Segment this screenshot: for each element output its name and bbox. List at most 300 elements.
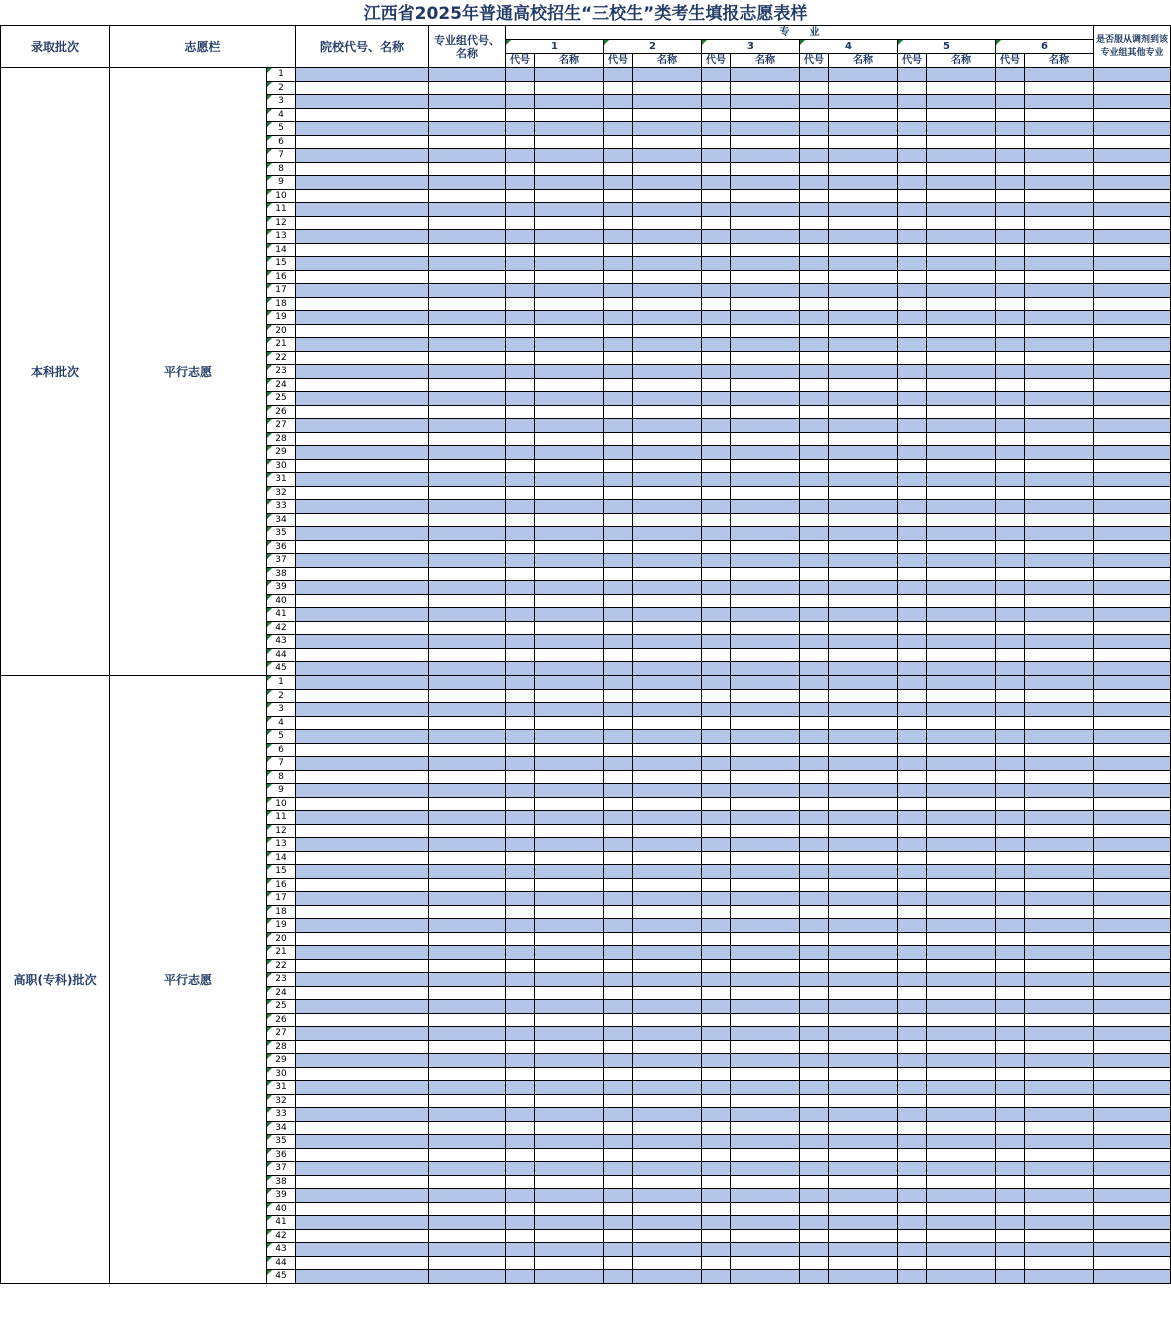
major-2-name-cell[interactable] — [633, 176, 702, 190]
major-2-code-cell[interactable] — [604, 879, 633, 892]
major-1-code-cell[interactable] — [506, 419, 535, 433]
major-3-name-cell[interactable] — [731, 95, 800, 109]
adjust-cell[interactable] — [1094, 271, 1171, 284]
major-4-name-cell[interactable] — [829, 365, 898, 379]
adjust-cell[interactable] — [1094, 1122, 1171, 1135]
major-3-name-cell[interactable] — [731, 1135, 800, 1149]
major-5-name-cell[interactable] — [927, 825, 996, 838]
major-5-name-cell[interactable] — [927, 622, 996, 635]
major-5-name-cell[interactable] — [927, 649, 996, 662]
major-1-code-cell[interactable] — [506, 798, 535, 811]
major-2-name-cell[interactable] — [633, 82, 702, 95]
major-5-code-cell[interactable] — [898, 703, 927, 717]
major-5-name-cell[interactable] — [927, 527, 996, 541]
major-6-name-cell[interactable] — [1025, 906, 1094, 919]
major-2-name-cell[interactable] — [633, 95, 702, 109]
school-cell[interactable] — [296, 406, 429, 419]
major-1-code-cell[interactable] — [506, 203, 535, 217]
major-6-code-cell[interactable] — [996, 865, 1025, 879]
major-1-name-cell[interactable] — [535, 676, 604, 690]
major-3-name-cell[interactable] — [731, 460, 800, 473]
major-1-code-cell[interactable] — [506, 1216, 535, 1230]
major-1-name-cell[interactable] — [535, 635, 604, 649]
major-5-code-cell[interactable] — [898, 852, 927, 865]
school-cell[interactable] — [296, 1027, 429, 1041]
major-5-code-cell[interactable] — [898, 811, 927, 825]
school-cell[interactable] — [296, 811, 429, 825]
major-2-name-cell[interactable] — [633, 987, 702, 1000]
group-cell[interactable] — [429, 649, 506, 662]
adjust-cell[interactable] — [1094, 690, 1171, 703]
major-6-name-cell[interactable] — [1025, 176, 1094, 190]
group-cell[interactable] — [429, 757, 506, 771]
major-3-name-cell[interactable] — [731, 1203, 800, 1216]
major-2-code-cell[interactable] — [604, 82, 633, 95]
group-cell[interactable] — [429, 838, 506, 852]
major-1-name-cell[interactable] — [535, 122, 604, 136]
major-3-code-cell[interactable] — [702, 82, 731, 95]
major-6-name-cell[interactable] — [1025, 487, 1094, 500]
major-2-name-cell[interactable] — [633, 487, 702, 500]
major-3-name-cell[interactable] — [731, 1162, 800, 1176]
major-6-name-cell[interactable] — [1025, 541, 1094, 554]
major-3-code-cell[interactable] — [702, 1081, 731, 1095]
major-2-code-cell[interactable] — [604, 798, 633, 811]
major-3-code-cell[interactable] — [702, 784, 731, 798]
school-cell[interactable] — [296, 1081, 429, 1095]
group-cell[interactable] — [429, 676, 506, 690]
major-6-name-cell[interactable] — [1025, 338, 1094, 352]
major-6-code-cell[interactable] — [996, 514, 1025, 527]
major-4-name-cell[interactable] — [829, 1108, 898, 1122]
major-3-code-cell[interactable] — [702, 109, 731, 122]
major-1-code-cell[interactable] — [506, 136, 535, 149]
major-3-name-cell[interactable] — [731, 1257, 800, 1270]
school-cell[interactable] — [296, 433, 429, 446]
school-cell[interactable] — [296, 865, 429, 879]
major-5-code-cell[interactable] — [898, 730, 927, 744]
major-6-code-cell[interactable] — [996, 109, 1025, 122]
major-4-name-cell[interactable] — [829, 865, 898, 879]
major-1-code-cell[interactable] — [506, 987, 535, 1000]
group-cell[interactable] — [429, 595, 506, 608]
major-5-code-cell[interactable] — [898, 122, 927, 136]
major-2-code-cell[interactable] — [604, 176, 633, 190]
group-cell[interactable] — [429, 95, 506, 109]
major-2-name-cell[interactable] — [633, 1135, 702, 1149]
major-4-code-cell[interactable] — [800, 690, 829, 703]
major-1-code-cell[interactable] — [506, 1054, 535, 1068]
major-1-name-cell[interactable] — [535, 595, 604, 608]
major-3-name-cell[interactable] — [731, 1014, 800, 1027]
major-2-name-cell[interactable] — [633, 595, 702, 608]
school-cell[interactable] — [296, 190, 429, 203]
major-4-name-cell[interactable] — [829, 338, 898, 352]
major-1-code-cell[interactable] — [506, 460, 535, 473]
major-5-name-cell[interactable] — [927, 892, 996, 906]
major-1-name-cell[interactable] — [535, 933, 604, 946]
major-3-code-cell[interactable] — [702, 284, 731, 298]
major-4-name-cell[interactable] — [829, 838, 898, 852]
major-6-code-cell[interactable] — [996, 676, 1025, 690]
school-cell[interactable] — [296, 635, 429, 649]
major-5-code-cell[interactable] — [898, 879, 927, 892]
major-2-code-cell[interactable] — [604, 568, 633, 581]
major-5-code-cell[interactable] — [898, 960, 927, 973]
major-2-code-cell[interactable] — [604, 608, 633, 622]
major-6-name-cell[interactable] — [1025, 1162, 1094, 1176]
adjust-cell[interactable] — [1094, 514, 1171, 527]
major-1-code-cell[interactable] — [506, 95, 535, 109]
school-cell[interactable] — [296, 271, 429, 284]
major-3-code-cell[interactable] — [702, 865, 731, 879]
major-1-code-cell[interactable] — [506, 1149, 535, 1162]
major-4-name-cell[interactable] — [829, 608, 898, 622]
group-cell[interactable] — [429, 149, 506, 163]
major-3-name-cell[interactable] — [731, 1095, 800, 1108]
major-3-name-cell[interactable] — [731, 149, 800, 163]
major-5-name-cell[interactable] — [927, 379, 996, 392]
major-4-name-cell[interactable] — [829, 1054, 898, 1068]
school-cell[interactable] — [296, 1068, 429, 1081]
major-1-name-cell[interactable] — [535, 487, 604, 500]
major-4-code-cell[interactable] — [800, 1162, 829, 1176]
major-4-name-cell[interactable] — [829, 392, 898, 406]
major-2-name-cell[interactable] — [633, 973, 702, 987]
major-3-code-cell[interactable] — [702, 1230, 731, 1243]
major-6-code-cell[interactable] — [996, 906, 1025, 919]
major-3-code-cell[interactable] — [702, 825, 731, 838]
major-1-code-cell[interactable] — [506, 1081, 535, 1095]
major-1-name-cell[interactable] — [535, 581, 604, 595]
major-5-code-cell[interactable] — [898, 109, 927, 122]
major-5-code-cell[interactable] — [898, 527, 927, 541]
school-cell[interactable] — [296, 1135, 429, 1149]
major-2-name-cell[interactable] — [633, 1095, 702, 1108]
major-6-code-cell[interactable] — [996, 217, 1025, 230]
major-5-code-cell[interactable] — [898, 1108, 927, 1122]
major-3-name-cell[interactable] — [731, 473, 800, 487]
group-cell[interactable] — [429, 798, 506, 811]
major-5-name-cell[interactable] — [927, 744, 996, 757]
major-1-name-cell[interactable] — [535, 514, 604, 527]
major-3-code-cell[interactable] — [702, 473, 731, 487]
major-2-code-cell[interactable] — [604, 852, 633, 865]
major-3-name-cell[interactable] — [731, 338, 800, 352]
major-3-name-cell[interactable] — [731, 838, 800, 852]
major-3-name-cell[interactable] — [731, 311, 800, 325]
major-6-name-cell[interactable] — [1025, 1000, 1094, 1014]
major-6-name-cell[interactable] — [1025, 865, 1094, 879]
major-1-name-cell[interactable] — [535, 446, 604, 460]
major-4-name-cell[interactable] — [829, 730, 898, 744]
major-1-code-cell[interactable] — [506, 608, 535, 622]
major-5-code-cell[interactable] — [898, 338, 927, 352]
major-5-code-cell[interactable] — [898, 190, 927, 203]
major-3-code-cell[interactable] — [702, 919, 731, 933]
major-1-name-cell[interactable] — [535, 284, 604, 298]
school-cell[interactable] — [296, 1149, 429, 1162]
major-3-name-cell[interactable] — [731, 676, 800, 690]
major-4-code-cell[interactable] — [800, 703, 829, 717]
major-3-name-cell[interactable] — [731, 811, 800, 825]
group-cell[interactable] — [429, 1041, 506, 1054]
major-6-code-cell[interactable] — [996, 581, 1025, 595]
major-4-code-cell[interactable] — [800, 865, 829, 879]
major-5-code-cell[interactable] — [898, 541, 927, 554]
major-4-name-cell[interactable] — [829, 662, 898, 676]
major-3-code-cell[interactable] — [702, 1108, 731, 1122]
group-cell[interactable] — [429, 176, 506, 190]
adjust-cell[interactable] — [1094, 446, 1171, 460]
major-6-code-cell[interactable] — [996, 271, 1025, 284]
major-5-code-cell[interactable] — [898, 311, 927, 325]
major-3-code-cell[interactable] — [702, 379, 731, 392]
group-cell[interactable] — [429, 608, 506, 622]
major-1-name-cell[interactable] — [535, 1054, 604, 1068]
major-2-name-cell[interactable] — [633, 1203, 702, 1216]
major-5-name-cell[interactable] — [927, 487, 996, 500]
adjust-cell[interactable] — [1094, 852, 1171, 865]
major-2-name-cell[interactable] — [633, 879, 702, 892]
major-1-name-cell[interactable] — [535, 230, 604, 244]
major-5-code-cell[interactable] — [898, 136, 927, 149]
major-5-code-cell[interactable] — [898, 473, 927, 487]
major-1-name-cell[interactable] — [535, 946, 604, 960]
school-cell[interactable] — [296, 95, 429, 109]
group-cell[interactable] — [429, 1108, 506, 1122]
major-4-name-cell[interactable] — [829, 568, 898, 581]
adjust-cell[interactable] — [1094, 906, 1171, 919]
major-6-code-cell[interactable] — [996, 1230, 1025, 1243]
major-2-name-cell[interactable] — [633, 1108, 702, 1122]
major-5-code-cell[interactable] — [898, 825, 927, 838]
major-2-name-cell[interactable] — [633, 271, 702, 284]
major-3-name-cell[interactable] — [731, 257, 800, 271]
major-3-name-cell[interactable] — [731, 771, 800, 784]
major-3-code-cell[interactable] — [702, 541, 731, 554]
major-6-code-cell[interactable] — [996, 852, 1025, 865]
major-6-name-cell[interactable] — [1025, 284, 1094, 298]
major-2-name-cell[interactable] — [633, 676, 702, 690]
major-1-code-cell[interactable] — [506, 784, 535, 798]
major-2-code-cell[interactable] — [604, 338, 633, 352]
major-1-name-cell[interactable] — [535, 798, 604, 811]
major-1-name-cell[interactable] — [535, 203, 604, 217]
major-5-name-cell[interactable] — [927, 95, 996, 109]
adjust-cell[interactable] — [1094, 338, 1171, 352]
major-1-name-cell[interactable] — [535, 392, 604, 406]
school-cell[interactable] — [296, 1122, 429, 1135]
school-cell[interactable] — [296, 1095, 429, 1108]
major-3-code-cell[interactable] — [702, 122, 731, 136]
major-2-name-cell[interactable] — [633, 892, 702, 906]
major-1-name-cell[interactable] — [535, 852, 604, 865]
major-1-code-cell[interactable] — [506, 676, 535, 690]
major-6-name-cell[interactable] — [1025, 581, 1094, 595]
major-2-name-cell[interactable] — [633, 473, 702, 487]
school-cell[interactable] — [296, 798, 429, 811]
major-3-name-cell[interactable] — [731, 757, 800, 771]
major-4-code-cell[interactable] — [800, 244, 829, 257]
major-5-code-cell[interactable] — [898, 284, 927, 298]
major-3-name-cell[interactable] — [731, 176, 800, 190]
major-4-name-cell[interactable] — [829, 311, 898, 325]
major-2-code-cell[interactable] — [604, 1068, 633, 1081]
major-4-code-cell[interactable] — [800, 730, 829, 744]
major-1-name-cell[interactable] — [535, 365, 604, 379]
major-2-code-cell[interactable] — [604, 703, 633, 717]
major-2-name-cell[interactable] — [633, 284, 702, 298]
major-3-code-cell[interactable] — [702, 217, 731, 230]
major-2-code-cell[interactable] — [604, 1014, 633, 1027]
group-cell[interactable] — [429, 190, 506, 203]
major-1-name-cell[interactable] — [535, 95, 604, 109]
major-5-code-cell[interactable] — [898, 798, 927, 811]
major-4-code-cell[interactable] — [800, 1243, 829, 1257]
major-5-name-cell[interactable] — [927, 82, 996, 95]
major-4-code-cell[interactable] — [800, 406, 829, 419]
adjust-cell[interactable] — [1094, 960, 1171, 973]
major-5-name-cell[interactable] — [927, 1014, 996, 1027]
major-4-name-cell[interactable] — [829, 1027, 898, 1041]
major-3-code-cell[interactable] — [702, 635, 731, 649]
major-5-name-cell[interactable] — [927, 730, 996, 744]
group-cell[interactable] — [429, 1054, 506, 1068]
major-5-code-cell[interactable] — [898, 635, 927, 649]
major-3-code-cell[interactable] — [702, 487, 731, 500]
major-5-name-cell[interactable] — [927, 662, 996, 676]
adjust-cell[interactable] — [1094, 946, 1171, 960]
major-1-code-cell[interactable] — [506, 1270, 535, 1284]
major-6-name-cell[interactable] — [1025, 365, 1094, 379]
major-3-code-cell[interactable] — [702, 1162, 731, 1176]
major-1-name-cell[interactable] — [535, 500, 604, 514]
major-2-code-cell[interactable] — [604, 203, 633, 217]
major-3-name-cell[interactable] — [731, 284, 800, 298]
major-3-name-cell[interactable] — [731, 892, 800, 906]
school-cell[interactable] — [296, 852, 429, 865]
major-6-code-cell[interactable] — [996, 379, 1025, 392]
major-4-code-cell[interactable] — [800, 852, 829, 865]
major-1-code-cell[interactable] — [506, 446, 535, 460]
major-6-name-cell[interactable] — [1025, 1095, 1094, 1108]
major-5-name-cell[interactable] — [927, 784, 996, 798]
school-cell[interactable] — [296, 527, 429, 541]
major-5-name-cell[interactable] — [927, 811, 996, 825]
school-cell[interactable] — [296, 717, 429, 730]
major-5-name-cell[interactable] — [927, 446, 996, 460]
major-3-name-cell[interactable] — [731, 230, 800, 244]
major-1-code-cell[interactable] — [506, 379, 535, 392]
major-1-name-cell[interactable] — [535, 176, 604, 190]
adjust-cell[interactable] — [1094, 1027, 1171, 1041]
major-5-code-cell[interactable] — [898, 1068, 927, 1081]
major-1-code-cell[interactable] — [506, 1203, 535, 1216]
major-3-name-cell[interactable] — [731, 784, 800, 798]
major-6-code-cell[interactable] — [996, 149, 1025, 163]
major-5-code-cell[interactable] — [898, 1243, 927, 1257]
major-4-name-cell[interactable] — [829, 149, 898, 163]
major-2-code-cell[interactable] — [604, 136, 633, 149]
adjust-cell[interactable] — [1094, 825, 1171, 838]
major-4-name-cell[interactable] — [829, 771, 898, 784]
major-5-code-cell[interactable] — [898, 203, 927, 217]
major-1-code-cell[interactable] — [506, 1014, 535, 1027]
major-6-name-cell[interactable] — [1025, 311, 1094, 325]
major-2-name-cell[interactable] — [633, 325, 702, 338]
major-3-code-cell[interactable] — [702, 744, 731, 757]
major-4-code-cell[interactable] — [800, 392, 829, 406]
major-4-name-cell[interactable] — [829, 946, 898, 960]
major-2-code-cell[interactable] — [604, 487, 633, 500]
major-6-code-cell[interactable] — [996, 987, 1025, 1000]
major-2-code-cell[interactable] — [604, 527, 633, 541]
adjust-cell[interactable] — [1094, 95, 1171, 109]
adjust-cell[interactable] — [1094, 757, 1171, 771]
major-2-code-cell[interactable] — [604, 109, 633, 122]
adjust-cell[interactable] — [1094, 311, 1171, 325]
major-4-code-cell[interactable] — [800, 554, 829, 568]
major-5-code-cell[interactable] — [898, 1257, 927, 1270]
major-3-code-cell[interactable] — [702, 1270, 731, 1284]
major-6-name-cell[interactable] — [1025, 1041, 1094, 1054]
major-2-name-cell[interactable] — [633, 352, 702, 365]
school-cell[interactable] — [296, 608, 429, 622]
school-cell[interactable] — [296, 1108, 429, 1122]
adjust-cell[interactable] — [1094, 473, 1171, 487]
major-4-code-cell[interactable] — [800, 1270, 829, 1284]
major-1-code-cell[interactable] — [506, 82, 535, 95]
major-2-code-cell[interactable] — [604, 838, 633, 852]
adjust-cell[interactable] — [1094, 771, 1171, 784]
school-cell[interactable] — [296, 757, 429, 771]
group-cell[interactable] — [429, 919, 506, 933]
major-1-code-cell[interactable] — [506, 163, 535, 176]
major-5-name-cell[interactable] — [927, 798, 996, 811]
major-3-code-cell[interactable] — [702, 1122, 731, 1135]
major-2-code-cell[interactable] — [604, 635, 633, 649]
major-4-name-cell[interactable] — [829, 230, 898, 244]
school-cell[interactable] — [296, 554, 429, 568]
major-3-code-cell[interactable] — [702, 298, 731, 311]
major-1-code-cell[interactable] — [506, 190, 535, 203]
major-2-code-cell[interactable] — [604, 1216, 633, 1230]
major-6-name-cell[interactable] — [1025, 136, 1094, 149]
major-2-code-cell[interactable] — [604, 68, 633, 82]
major-1-name-cell[interactable] — [535, 892, 604, 906]
major-3-code-cell[interactable] — [702, 690, 731, 703]
group-cell[interactable] — [429, 771, 506, 784]
major-1-name-cell[interactable] — [535, 608, 604, 622]
major-2-name-cell[interactable] — [633, 298, 702, 311]
adjust-cell[interactable] — [1094, 622, 1171, 635]
group-cell[interactable] — [429, 1189, 506, 1203]
major-6-name-cell[interactable] — [1025, 662, 1094, 676]
major-2-name-cell[interactable] — [633, 500, 702, 514]
major-4-code-cell[interactable] — [800, 960, 829, 973]
major-4-code-cell[interactable] — [800, 176, 829, 190]
major-1-code-cell[interactable] — [506, 473, 535, 487]
major-5-name-cell[interactable] — [927, 365, 996, 379]
major-4-code-cell[interactable] — [800, 838, 829, 852]
major-6-name-cell[interactable] — [1025, 122, 1094, 136]
major-3-name-cell[interactable] — [731, 608, 800, 622]
major-2-code-cell[interactable] — [604, 554, 633, 568]
adjust-cell[interactable] — [1094, 1176, 1171, 1189]
major-2-code-cell[interactable] — [604, 1054, 633, 1068]
major-4-name-cell[interactable] — [829, 473, 898, 487]
